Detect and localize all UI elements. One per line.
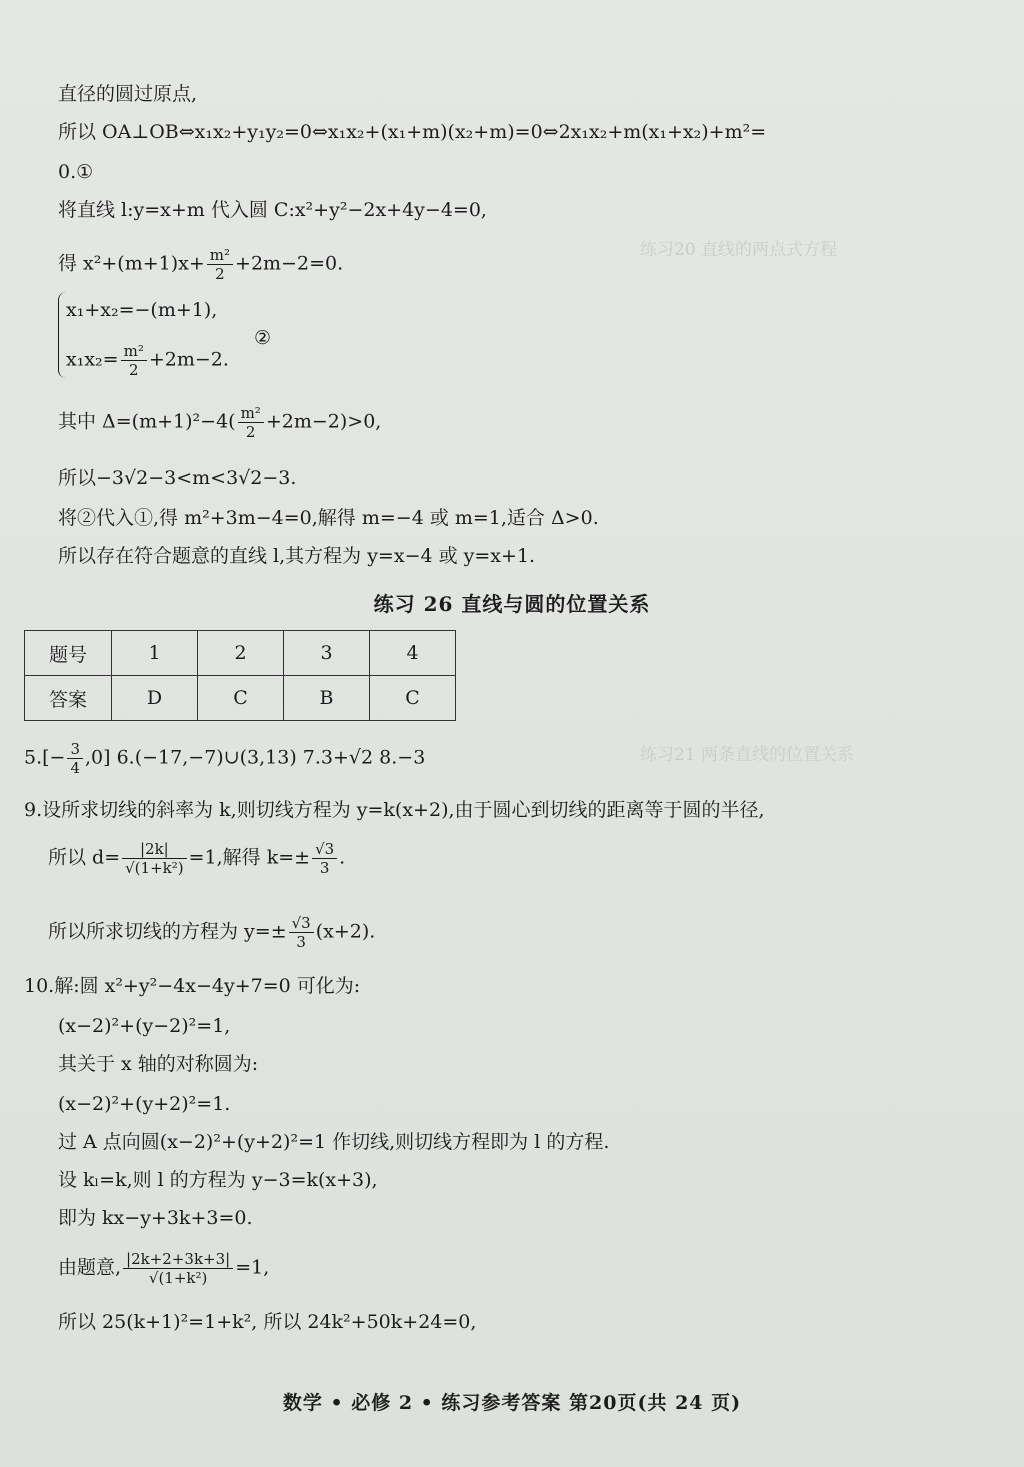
table-cell: B bbox=[284, 676, 370, 721]
text-line: 直径的圆过原点, bbox=[58, 83, 198, 105]
fraction bbox=[289, 914, 314, 951]
table-row bbox=[25, 676, 456, 721]
table-cell: 1 bbox=[112, 631, 198, 676]
page-footer: 数学 • 必修 2 • 练习参考答案 第20页(共 24 页) bbox=[282, 1392, 742, 1414]
denominator: 3 bbox=[296, 933, 306, 951]
text-line: (x−2)²+(y+2)²=1. bbox=[58, 1093, 231, 1115]
bleed-through-text: 练习20 直线的两点式方程 bbox=[640, 240, 838, 260]
denominator: 2 bbox=[245, 423, 256, 441]
equation-text: +2m−2. bbox=[148, 348, 229, 371]
table-cell: 答案 bbox=[25, 676, 112, 721]
numerator: |2k+2+3k+3| bbox=[123, 1250, 233, 1269]
equation-text: =1, bbox=[235, 1256, 270, 1279]
table-cell: 3 bbox=[284, 631, 370, 676]
equation-text: 5.[− bbox=[24, 746, 66, 769]
equation-text: ,0] 6.(−17,−7)∪(3,13) 7.3+√2 8.−3 bbox=[85, 746, 426, 769]
text-line: 设 kₗ=k,则 l 的方程为 y−3=k(x+3), bbox=[58, 1169, 378, 1191]
numerator: √3 bbox=[289, 914, 314, 933]
table-cell: C bbox=[370, 676, 456, 721]
equation-text: x₁x₂= bbox=[66, 348, 119, 371]
table-cell: 题号 bbox=[25, 631, 112, 676]
text-line: 所以 OA⊥OB⇔x₁x₂+y₁y₂=0⇔x₁x₂+(x₁+m)(x₂+m)=0⇔2x₁x₂+m(x₁+x₂)+m²= bbox=[58, 121, 767, 143]
numerator: m² bbox=[121, 342, 147, 361]
equation-marker: ② bbox=[254, 327, 272, 349]
denominator: 2 bbox=[128, 361, 139, 379]
numerator: m² bbox=[238, 404, 264, 423]
fraction bbox=[123, 1250, 233, 1287]
text-line: 其关于 x 轴的对称圆为: bbox=[58, 1053, 259, 1075]
equation-text: =1,解得 k=± bbox=[188, 846, 311, 869]
fraction bbox=[122, 840, 186, 877]
equation-text: . bbox=[339, 846, 346, 869]
numerator: m² bbox=[207, 246, 233, 265]
equation-text: 所以所求切线的方程为 y=± bbox=[48, 920, 287, 943]
denominator: √(1+k²) bbox=[148, 1269, 208, 1287]
equation-text: 得 x²+(m+1)x+ bbox=[58, 252, 205, 275]
text-line: 所以存在符合题意的直线 l,其方程为 y=x−4 或 y=x+1. bbox=[58, 545, 536, 567]
table-cell: D bbox=[112, 676, 198, 721]
table-cell: C bbox=[198, 676, 284, 721]
text-line: 9.设所求切线的斜率为 k,则切线方程为 y=k(x+2),由于圆心到切线的距离等于圆的半径, bbox=[24, 799, 765, 821]
system-line: x₁+x₂=−(m+1), bbox=[66, 299, 218, 321]
equation-text: (x+2). bbox=[315, 920, 376, 943]
fraction bbox=[238, 404, 264, 441]
equation-text: +2m−2=0. bbox=[235, 252, 344, 275]
equation-text: 由题意, bbox=[58, 1256, 122, 1279]
equation-line bbox=[58, 1250, 269, 1287]
text-line: 将②代入①,得 m²+3m−4=0,解得 m=−4 或 m=1,适合 Δ>0. bbox=[58, 507, 599, 529]
text-line: 0.① bbox=[58, 161, 94, 183]
denominator: √(1+k²) bbox=[125, 859, 184, 877]
denominator: 4 bbox=[70, 759, 81, 777]
text-line: 过 A 点向圆(x−2)²+(y+2)²=1 作切线,则切线方程即为 l 的方程. bbox=[58, 1131, 610, 1153]
fraction bbox=[67, 740, 83, 777]
equation-text: 所以 d= bbox=[48, 846, 121, 869]
section-heading: 练习 26 直线与圆的位置关系 bbox=[373, 592, 651, 616]
numerator: √3 bbox=[312, 840, 337, 859]
fraction bbox=[207, 246, 233, 283]
answer-table bbox=[24, 630, 456, 721]
denominator: 3 bbox=[319, 859, 330, 877]
numerator: |2k| bbox=[122, 840, 186, 859]
text-line: 所以−3√2−3<m<3√2−3. bbox=[58, 467, 297, 489]
denominator: 2 bbox=[215, 265, 225, 283]
fraction bbox=[312, 840, 337, 877]
text-line: 所以 25(k+1)²=1+k², 所以 24k²+50k+24=0, bbox=[58, 1311, 477, 1333]
equation-line bbox=[58, 404, 381, 441]
table-cell: 4 bbox=[370, 631, 456, 676]
table-row bbox=[25, 631, 456, 676]
text-line: 将直线 l:y=x+m 代入圆 C:x²+y²−2x+4y−4=0, bbox=[58, 199, 487, 221]
equation-line bbox=[48, 914, 375, 951]
text-line: 即为 kx−y+3k+3=0. bbox=[58, 1207, 253, 1229]
equation-text: 其中 Δ=(m+1)²−4( bbox=[58, 410, 236, 433]
equation-text: +2m−2)>0, bbox=[265, 410, 382, 433]
equation-line bbox=[48, 840, 345, 877]
table-cell: 2 bbox=[198, 631, 284, 676]
equation-line bbox=[58, 246, 343, 283]
text-line: (x−2)²+(y−2)²=1, bbox=[58, 1015, 231, 1037]
bleed-through-text: 练习21 两条直线的位置关系 bbox=[640, 745, 855, 765]
equation-line bbox=[24, 740, 425, 777]
text-line: 10.解:圆 x²+y²−4x−4y+7=0 可化为: bbox=[24, 975, 361, 997]
fraction bbox=[121, 342, 147, 379]
numerator: 3 bbox=[67, 740, 83, 759]
system-line bbox=[66, 342, 229, 379]
